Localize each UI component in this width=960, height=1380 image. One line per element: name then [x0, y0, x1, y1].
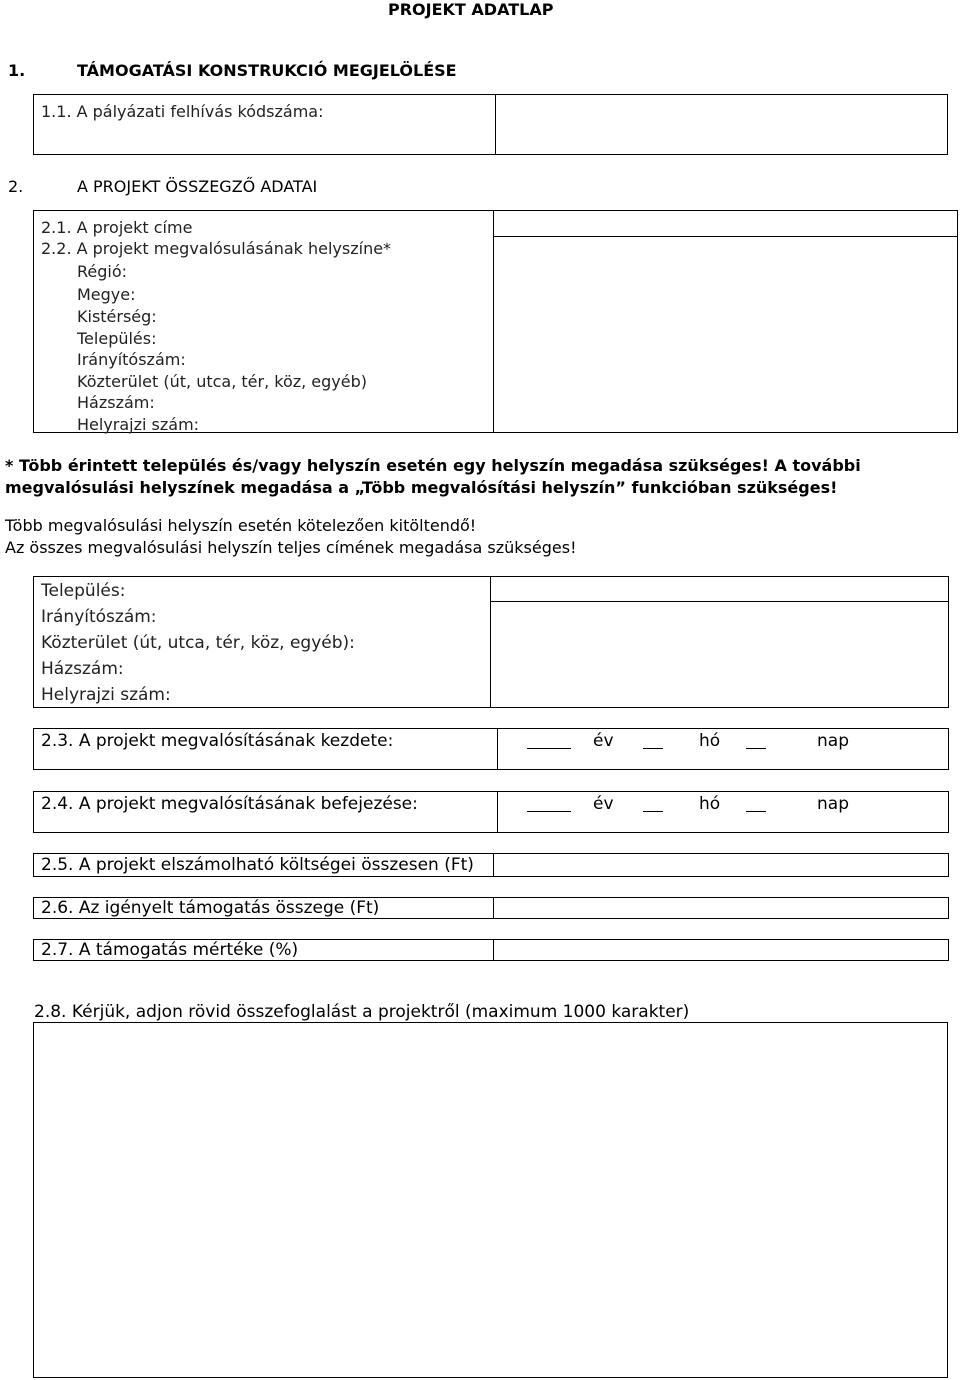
extra-location-field[interactable]: [495, 580, 945, 704]
project-title-label: 2.1. A projekt címe: [41, 218, 193, 237]
requested-support-label: 2.6. Az igényelt támogatás összege (Ft): [41, 898, 380, 918]
year-label: év: [593, 731, 614, 751]
divider: [497, 728, 498, 770]
project-location-field[interactable]: [498, 240, 953, 429]
project-location-label: 2.2. A projekt megvalósulásának helyszíne*: [41, 239, 392, 258]
section-2-heading: A PROJEKT ÖSSZEGZŐ ADATAI: [77, 177, 318, 196]
month-label: hó: [699, 731, 721, 751]
project-title-field[interactable]: [498, 214, 953, 234]
summary-textarea[interactable]: [33, 1022, 948, 1378]
extra-field-label-house-number: Házszám:: [41, 659, 124, 679]
field-label-parcel-number: Helyrajzi szám:: [77, 415, 200, 434]
field-label-postcode: Irányítószám:: [77, 350, 186, 369]
note-bold-line-1: * Több érintett település és/vagy helyszín esetén egy helyszín megadása szükséges! A további: [5, 456, 861, 475]
extra-field-label-postcode: Irányítószám:: [41, 607, 157, 627]
section-1-heading: TÁMOGATÁSI KONSTRUKCIÓ MEGJELÖLÉSE: [77, 61, 457, 80]
end-year-input[interactable]: [527, 797, 571, 812]
day-label: nap: [817, 731, 849, 751]
support-rate-label: 2.7. A támogatás mértéke (%): [41, 940, 299, 960]
note-line-3: Több megvalósulási helyszín esetén kötelezően kitöltendő!: [5, 516, 477, 535]
summary-label: 2.8. Kérjük, adjon rövid összefoglalást a projektről (maximum 1000 karakter): [34, 1002, 690, 1022]
start-day-input[interactable]: [746, 734, 766, 749]
field-label-subregion: Kistérség:: [77, 307, 157, 326]
note-bold-line-2: megvalósulási helyszínek megadása a „Több megvalósítási helyszín” funkcióban szükséges!: [5, 478, 838, 497]
eligible-costs-label: 2.5. A projekt elszámolható költségei összesen (Ft): [41, 855, 474, 875]
divider: [493, 853, 494, 877]
divider: [493, 210, 494, 433]
divider: [490, 576, 491, 708]
start-month-input[interactable]: [643, 734, 663, 749]
end-month-input[interactable]: [643, 797, 663, 812]
field-label-street: Közterület (út, utca, tér, köz, egyéb): [77, 372, 368, 391]
end-date-label: 2.4. A projekt megvalósításának befejezése:: [41, 794, 418, 814]
call-code-field[interactable]: [500, 98, 944, 151]
call-code-label: 1.1. A pályázati felhívás kódszáma:: [41, 102, 324, 121]
year-label: év: [593, 794, 614, 814]
note-line-4: Az összes megvalósulási helyszín teljes címének megadása szükséges!: [5, 538, 577, 557]
start-year-input[interactable]: [527, 734, 571, 749]
divider: [495, 94, 496, 155]
section-2-number: 2.: [8, 177, 24, 196]
field-label-settlement: Település:: [77, 329, 157, 348]
day-label: nap: [817, 794, 849, 814]
divider: [497, 791, 498, 833]
end-day-input[interactable]: [746, 797, 766, 812]
divider: [493, 236, 958, 237]
support-rate-field[interactable]: [498, 941, 944, 959]
eligible-costs-field[interactable]: [498, 855, 944, 875]
field-label-region: Régió:: [77, 262, 128, 281]
page-title: PROJEKT ADATLAP: [388, 0, 554, 19]
extra-field-label-parcel-number: Helyrajzi szám:: [41, 685, 171, 705]
extra-field-label-settlement: Település:: [41, 581, 126, 601]
field-label-county: Megye:: [77, 285, 136, 304]
start-date-label: 2.3. A projekt megvalósításának kezdete:: [41, 731, 394, 751]
requested-support-field[interactable]: [498, 899, 944, 917]
divider: [493, 897, 494, 919]
divider: [493, 939, 494, 961]
month-label: hó: [699, 794, 721, 814]
extra-field-label-street: Közterület (út, utca, tér, köz, egyéb):: [41, 633, 355, 653]
field-label-house-number: Házszám:: [77, 393, 155, 412]
section-1-number: 1.: [8, 61, 26, 80]
